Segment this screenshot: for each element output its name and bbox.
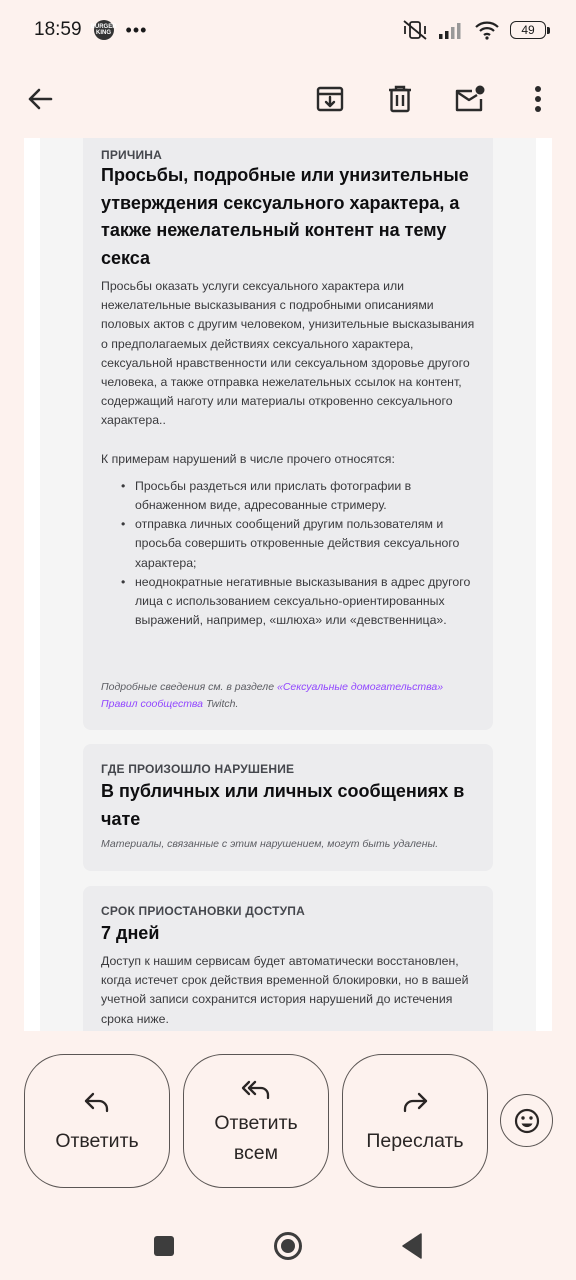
examples-list (101, 477, 481, 631)
reason-note (101, 679, 481, 712)
emoji-reaction-button[interactable] (500, 1094, 553, 1147)
system-navigation-bar (0, 1210, 576, 1280)
reply-all-label: Ответить всем (214, 1112, 298, 1164)
burger-king-app-icon: BURGER KING (94, 20, 114, 40)
mark-unread-icon (454, 84, 486, 114)
reply-label: Ответить (55, 1130, 139, 1152)
location-label: ГДЕ ПРОИЗОШЛО НАРУШЕНИЕ (101, 762, 295, 776)
home-icon (273, 1231, 303, 1261)
email-body[interactable] (24, 138, 552, 1031)
status-time: 18:59 (34, 19, 82, 40)
forward-label: Переслать (366, 1130, 464, 1152)
mute-vibrate-icon (402, 19, 428, 41)
reply-all-button[interactable] (183, 1054, 329, 1188)
list-item: • неоднократные негативные высказывания в адрес другого лица с использованием сексуально-ориентированных выражений, например, «шлюха» или «девственница». (121, 573, 481, 631)
suspension-title: 7 дней (101, 923, 160, 943)
archive-icon (316, 85, 344, 113)
recents-icon (153, 1235, 175, 1257)
back-arrow-icon (26, 85, 54, 113)
reason-description-text: Просьбы оказать услуги сексуального характера или нежелательные высказывания с подробными описаниями половых актов с другим человеком, унизительные высказывания о предполагаемых действиях сексуального характера, сексуальной нравственности или сексуальном здоровье другого человека, а также отправка нежелательных ссылок на контент, содержащий наготу или материалы откровенно сексуального характера.. (101, 279, 475, 428)
recents-button[interactable] (146, 1228, 182, 1264)
reason-note-suffix: Twitch. (203, 697, 239, 710)
suspension-label: СРОК ПРИОСТАНОВКИ ДОСТУПА (101, 904, 305, 918)
mark-unread-button[interactable] (445, 74, 495, 124)
reply-all-icon (241, 1079, 271, 1101)
back-nav-button[interactable] (394, 1228, 430, 1264)
reason-note-prefix: Подробные сведения см. в разделе (101, 681, 277, 693)
reply-actions (24, 1054, 554, 1188)
reason-title: Просьбы, подробные или унизительные утверждения сексуального характера, а также нежелательный контент на тему секса (101, 165, 469, 268)
location-title: В публичных или личных сообщениях в чате (101, 781, 465, 829)
back-triangle-icon (401, 1233, 423, 1259)
location-note: Материалы, связанные с этим нарушением, могут быть удалены. (101, 838, 439, 850)
reply-icon (84, 1091, 110, 1113)
reason-description (101, 277, 481, 630)
reply-button[interactable] (24, 1054, 170, 1188)
home-button[interactable] (270, 1228, 306, 1264)
more-vert-icon (534, 85, 542, 113)
smiley-icon (514, 1108, 540, 1134)
forward-button[interactable] (342, 1054, 488, 1188)
wifi-icon (474, 20, 500, 40)
list-item: • Просьбы раздеться или прислать фотографии в обнаженном виде, адресованные стримеру. (121, 477, 481, 515)
reason-label: ПРИЧИНА (101, 148, 163, 162)
status-bar (0, 0, 576, 60)
suspension-card (83, 886, 493, 1031)
email-content-container (40, 138, 536, 1031)
examples-intro: К примерам нарушений в числе прочего относятся: (101, 451, 395, 466)
forward-icon (402, 1091, 428, 1113)
archive-button[interactable] (305, 74, 355, 124)
reason-card (83, 138, 493, 730)
delete-icon (387, 84, 413, 114)
signal-icon (438, 20, 464, 40)
list-item: • отправка личных сообщений другим пользователям и просьба совершить откровенные действия сексуального характера; (121, 515, 481, 573)
back-button[interactable] (15, 74, 65, 124)
community-guidelines-link[interactable]: «Сексуальные домогательства» Правил сообщества (101, 681, 444, 710)
delete-button[interactable] (375, 74, 425, 124)
email-toolbar (0, 60, 576, 138)
battery-icon: 49 (510, 21, 546, 39)
location-card (83, 744, 493, 871)
more-notifications-icon: ••• (125, 19, 148, 40)
suspension-description: Доступ к нашим сервисам будет автоматически восстановлен, когда истечет срок действия временной блокировки, но в вашей учетной записи сохранится история нарушений до истечения срока ниже. (101, 954, 469, 1026)
more-options-button[interactable] (513, 74, 563, 124)
